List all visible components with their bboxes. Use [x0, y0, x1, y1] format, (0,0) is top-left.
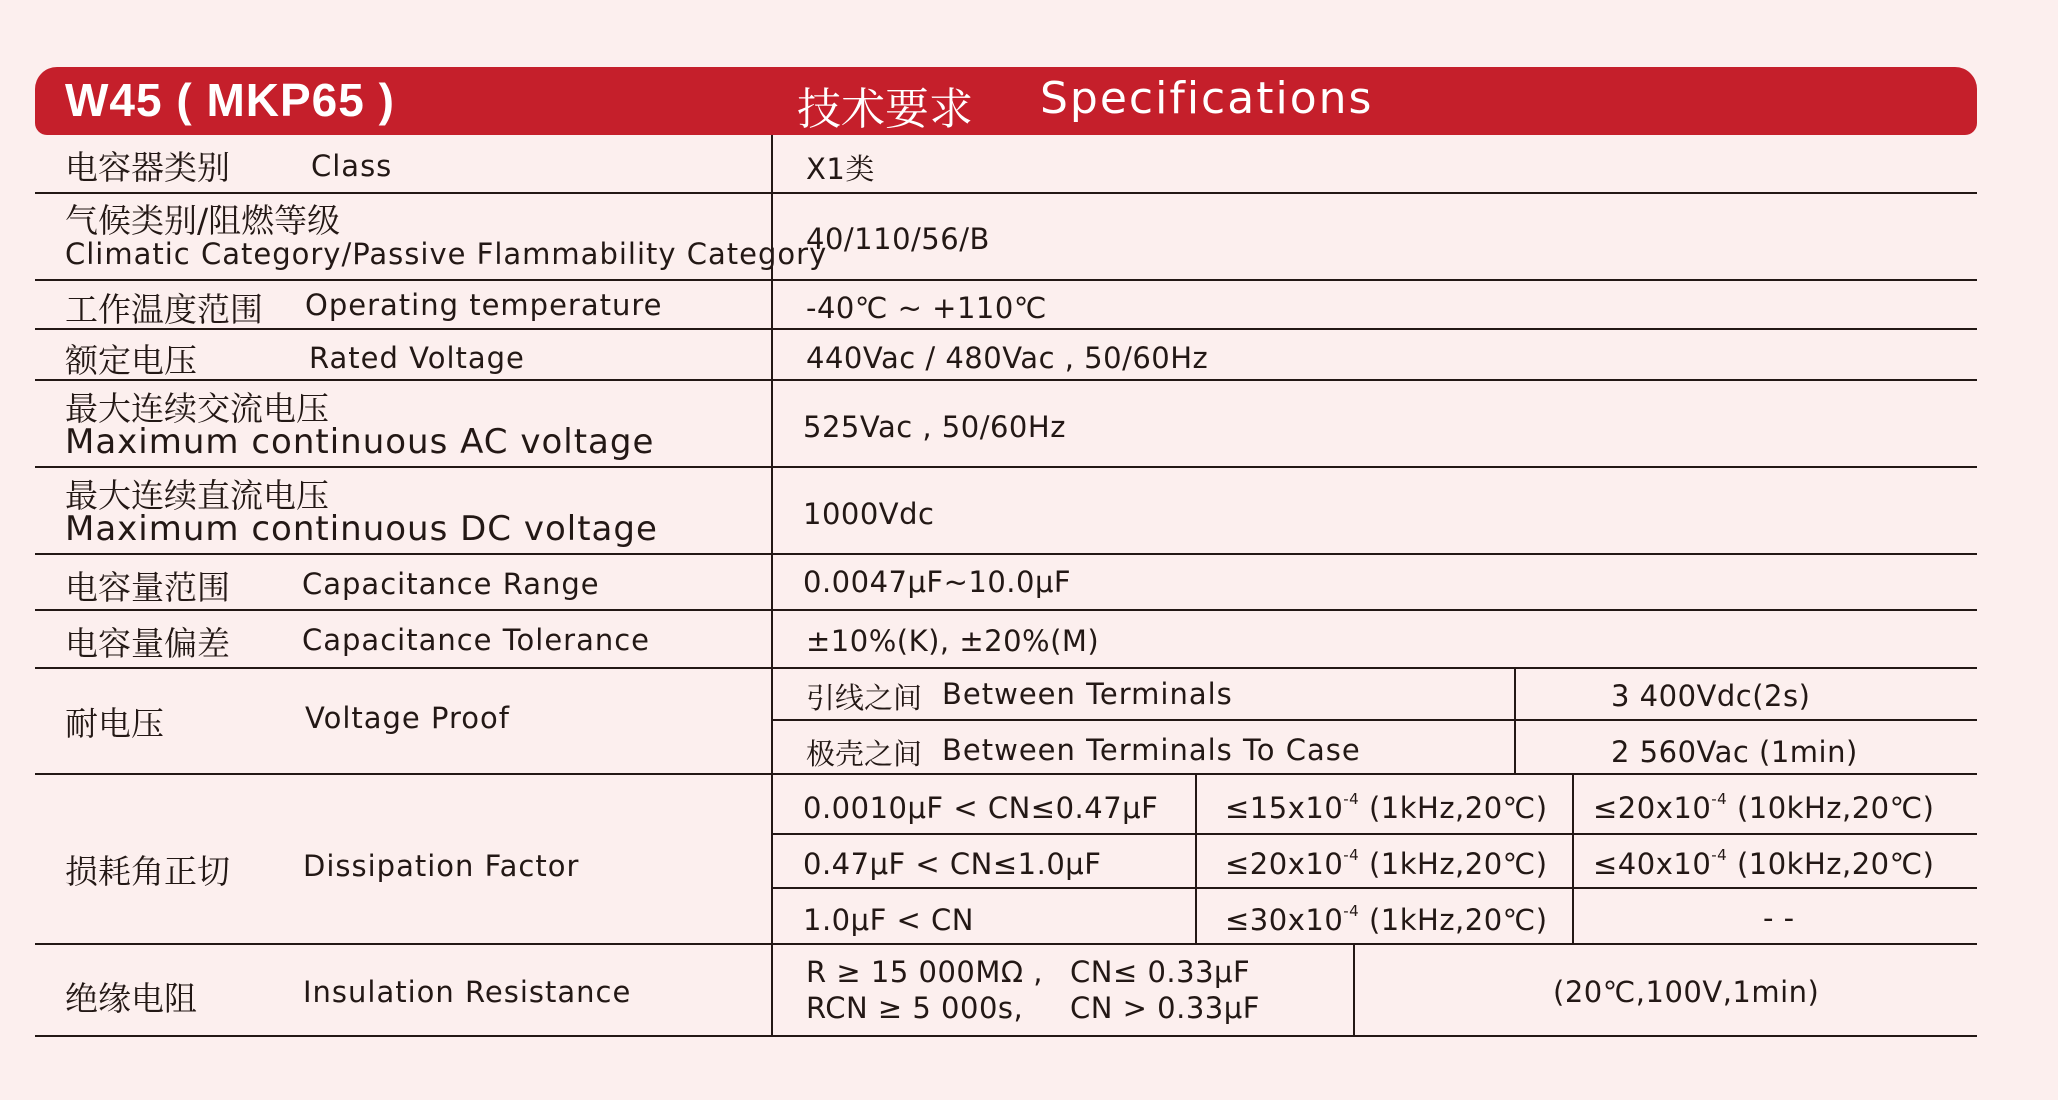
row-divider	[35, 279, 1977, 281]
df-1khz-3: $\le 30x10^{-4}$ (1kHz,20℃)	[1225, 902, 1548, 937]
row-divider	[35, 466, 1977, 468]
max-dc-label-zh: 最大连续直流电压	[65, 476, 329, 515]
max-dc-value: 1000Vdc	[803, 497, 935, 531]
max-ac-label-zh: 最大连续交流电压	[65, 389, 329, 428]
sub-row-divider	[772, 833, 1977, 835]
df-1khz-2: $\le 20x10^{-4}$ (1kHz,20℃)	[1225, 846, 1548, 881]
cap-range-value: 0.0047μF~10.0μF	[803, 565, 1072, 599]
class-label-zh: 电容器类别	[65, 148, 230, 187]
insulation-label-zh: 绝缘电阻	[65, 979, 197, 1018]
row-divider	[35, 379, 1977, 381]
rated-v-label-zh: 额定电压	[65, 341, 197, 380]
vp-case-value: 2 560Vac (1min)	[1611, 735, 1858, 769]
row-divider	[35, 328, 1977, 330]
row-divider	[35, 553, 1977, 555]
climatic-label-zh: 气候类别/阻燃等级	[65, 201, 341, 240]
vp-terminals-label-zh: 引线之间	[806, 681, 923, 715]
vp-case-label-en: Between Terminals To Case	[942, 733, 1361, 767]
op-temp-value: -40℃ ~ +110℃	[806, 291, 1047, 325]
row-divider	[35, 773, 1977, 775]
column-divider	[1353, 943, 1355, 1035]
cap-tol-value: ±10%(K), ±20%(M)	[806, 624, 1100, 658]
op-temp-label-en: Operating temperature	[305, 288, 663, 322]
max-ac-value: 525Vac , 50/60Hz	[803, 410, 1066, 444]
vp-terminals-value: 3 400Vdc(2s)	[1611, 679, 1811, 713]
cap-range-label-zh: 电容量范围	[65, 568, 230, 607]
vp-terminals-label-en: Between Terminals	[942, 677, 1233, 711]
model-title: W45 ( MKP65 )	[65, 74, 395, 126]
df-10khz-3: - -	[1763, 901, 1795, 935]
column-divider	[1572, 773, 1574, 943]
df-range-3: 1.0μF < CN	[803, 903, 974, 937]
row-divider	[35, 192, 1977, 194]
max-ac-label-en: Maximum continuous AC voltage	[65, 422, 655, 462]
header-bar	[35, 67, 1977, 135]
rated-v-label-en: Rated Voltage	[309, 341, 525, 375]
cap-tol-label-en: Capacitance Tolerance	[302, 623, 651, 657]
op-temp-label-zh: 工作温度范围	[65, 290, 263, 329]
title-zh: 技术要求	[797, 84, 973, 135]
class-label-en: Class	[311, 149, 393, 183]
title-en: Specifications	[1040, 73, 1374, 124]
ir-conditions: (20℃,100V,1min)	[1553, 975, 1820, 1009]
column-divider	[1195, 773, 1197, 943]
sub-row-divider	[772, 719, 1977, 721]
column-divider	[1514, 667, 1516, 773]
df-1khz-1: $\le 15x10^{-4}$ (1kHz,20℃)	[1225, 790, 1548, 825]
ir-line1-b: CN≤ 0.33μF	[1070, 955, 1251, 989]
cap-tol-label-zh: 电容量偏差	[65, 624, 230, 663]
row-divider	[35, 667, 1977, 669]
climatic-label-en: Climatic Category/Passive Flammability Category	[65, 237, 828, 271]
ir-line1-a: R ≥ 15 000MΩ ,	[806, 955, 1043, 989]
sub-row-divider	[772, 887, 1977, 889]
cap-range-label-en: Capacitance Range	[302, 567, 600, 601]
climatic-value: 40/110/56/B	[806, 222, 990, 256]
rated-v-value: 440Vac / 480Vac , 50/60Hz	[806, 341, 1209, 375]
voltage-proof-label-zh: 耐电压	[65, 704, 164, 743]
ir-line2-a: RCN ≥ 5 000s,	[806, 991, 1024, 1025]
max-dc-label-en: Maximum continuous DC voltage	[65, 509, 658, 549]
df-10khz-1: $\le 20x10^{-4}$ (10kHz,20℃)	[1593, 790, 1935, 825]
spec-sheet	[35, 67, 1977, 1067]
table-bottom-border	[35, 1035, 1977, 1037]
df-10khz-2: $\le 40x10^{-4}$ (10kHz,20℃)	[1593, 846, 1935, 881]
row-divider	[35, 609, 1977, 611]
df-range-1: 0.0010μF < CN≤0.47μF	[803, 791, 1159, 825]
dissipation-label-en: Dissipation Factor	[303, 849, 580, 883]
class-value: X1类	[806, 152, 875, 186]
vp-case-label-zh: 极壳之间	[806, 737, 923, 771]
dissipation-label-zh: 损耗角正切	[65, 852, 230, 891]
ir-line2-b: CN > 0.33μF	[1070, 991, 1260, 1025]
insulation-label-en: Insulation Resistance	[303, 975, 632, 1009]
voltage-proof-label-en: Voltage Proof	[305, 701, 510, 735]
df-range-2: 0.47μF < CN≤1.0μF	[803, 847, 1102, 881]
row-divider	[35, 943, 1977, 945]
